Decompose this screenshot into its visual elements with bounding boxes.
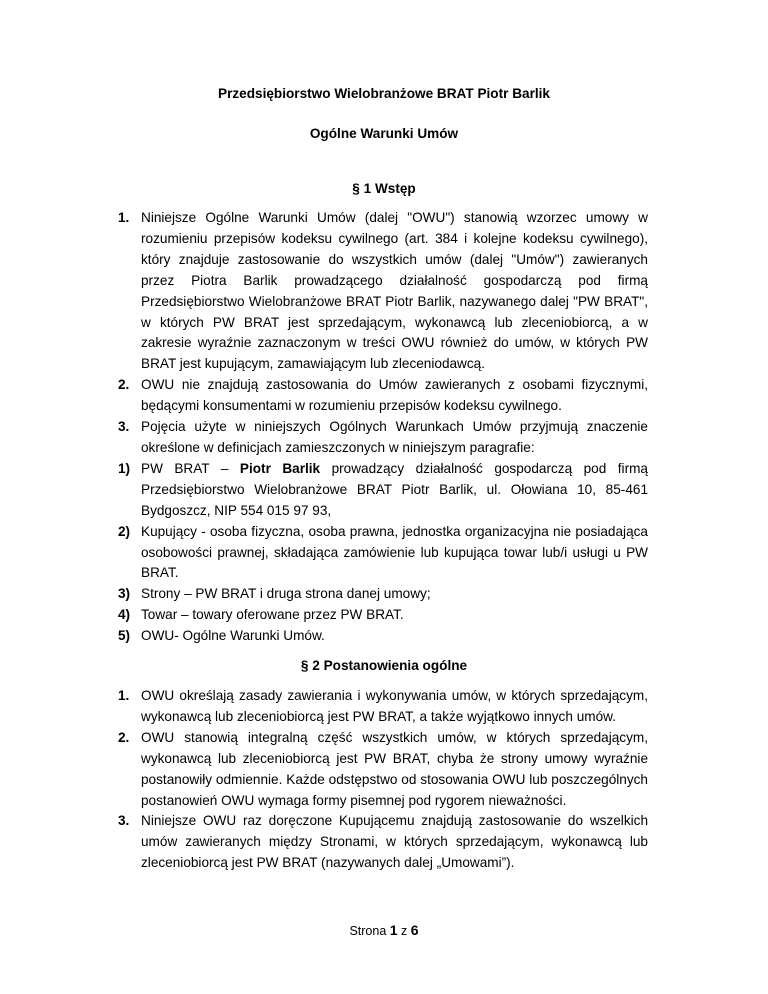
- list-item: [118, 375, 648, 417]
- definition-bold-name: Piotr Barlik: [239, 460, 321, 476]
- definition-text: OWU- Ogólne Warunki Umów.: [141, 628, 325, 644]
- definition-item: [118, 584, 648, 605]
- definition-text: Towar – towary oferowane przez PW BRAT.: [141, 607, 404, 623]
- item-text: OWU określają zasady zawierania i wykonywania umów, w których sprzedającym, wykonawcą lub zleceniobiorcą jest PW BRAT, a także wyjątkowo innych umów.: [141, 688, 648, 724]
- item-text: Niniejsze Ogólne Warunki Umów (dalej "OWU") stanowią wzorzec umowy w rozumieniu przepisów kodeksu cywilnego (art. 384 i kolejne kodeksu cywilnego), który znajduje zastosowanie do wszystkich umów (dalej "Umów") zawieranych przez Piotra Barlik prowadzącego działalność gospodarczą pod firmą Przedsiębiorstwo Wielobranżowe BRAT Piotr Barlik, nazywanego dalej "PW BRAT", w których PW BRAT jest sprzedającym, wykonawcą lub zleceniobiorcą, a w zakresie wyraźnie zaznaczonym w treści OWU również do umów, w których PW BRAT jest kupującym, zamawiającym lub zleceniodawcą.: [141, 210, 648, 372]
- definition-text-end: prowadzący działalność gospodarczą pod firmą Przedsiębiorstwo Wielobranżowe BRAT Piotr Barlik, ul. Ołowiana 10, 85-461 Bydgoszcz, NIP 554 015 97 93,: [141, 460, 648, 518]
- list-item: [118, 811, 648, 874]
- item-number: 1.: [118, 688, 130, 703]
- item-number: 2.: [118, 377, 130, 393]
- current-page-number: 1: [389, 922, 398, 938]
- definition-item: [118, 626, 648, 647]
- total-page-count: 6: [410, 922, 419, 938]
- definition-text-start: PW BRAT –: [141, 460, 240, 476]
- item-text: OWU nie znajdują zastosowania do Umów zawieranych z osobami fizycznymi, będącymi konsumentami w rozumieniu przepisów kodeksu cywilnego.: [141, 377, 648, 414]
- list-item: [118, 728, 648, 812]
- definition-number: 2): [118, 523, 131, 539]
- definition-number: 5): [118, 628, 131, 644]
- definition-number: 4): [118, 607, 131, 623]
- item-number: 3.: [118, 813, 130, 829]
- item-number: 2.: [118, 729, 130, 745]
- definition-item: [118, 459, 648, 522]
- item-text: Pojęcia użyte w niniejszych Ogólnych Warunkach Umów przyjmują znaczenie określone w definicjach zamieszczonych w niniejszym paragrafie:: [141, 419, 648, 455]
- definition-text: Kupujący - osoba fizyczna, osoba prawna, jednostka organizacyjna nie posiadająca osobowości prawnej, składająca zamówienie lub kupująca towar lub/i usługi u PW BRAT.: [141, 523, 648, 581]
- section-1-heading: § 1 Wstęp: [352, 181, 416, 196]
- item-number: 1.: [118, 210, 130, 225]
- section-2-heading: § 2 Postanowienia ogólne: [300, 658, 468, 673]
- footer-prefix: Strona: [349, 924, 390, 938]
- definition-item: [118, 522, 648, 585]
- item-text: OWU stanowią integralną część wszystkich umów, w których sprzedającym, wykonawcą lub zleceniobiorcą jest PW BRAT, chyba że strony umowy wyraźnie postanowiły odmiennie. Każde odstępstwo od stosowania OWU lub poszczególnych postanowień OWU wymaga formy pisemnej pod rygorem nieważności.: [141, 729, 648, 808]
- item-number: 3.: [118, 419, 130, 435]
- list-item: [118, 686, 648, 728]
- section-1-list: [118, 208, 648, 647]
- list-item: [118, 417, 648, 459]
- document-title: Ogólne Warunki Umów: [309, 126, 459, 141]
- company-title: Przedsiębiorstwo Wielobranżowe BRAT Piotr Barlik: [218, 86, 550, 101]
- definition-number: 3): [118, 586, 131, 602]
- page-footer: [0, 922, 768, 938]
- definition-text: Strony – PW BRAT i druga strona danej umowy;: [141, 586, 431, 602]
- footer-separator: z: [397, 924, 411, 938]
- definition-item: [118, 605, 648, 626]
- list-item: [118, 208, 648, 375]
- definition-number: 1): [118, 460, 131, 476]
- item-text: Niniejsze OWU raz doręczone Kupującemu znajdują zastosowanie do wszelkich umów zawieranych między Stronami, w których sprzedającym, wykonawcą lub zleceniobiorcą jest PW BRAT (nazywanych dalej „Umowami”).: [141, 813, 648, 871]
- section-2-list: [118, 686, 648, 874]
